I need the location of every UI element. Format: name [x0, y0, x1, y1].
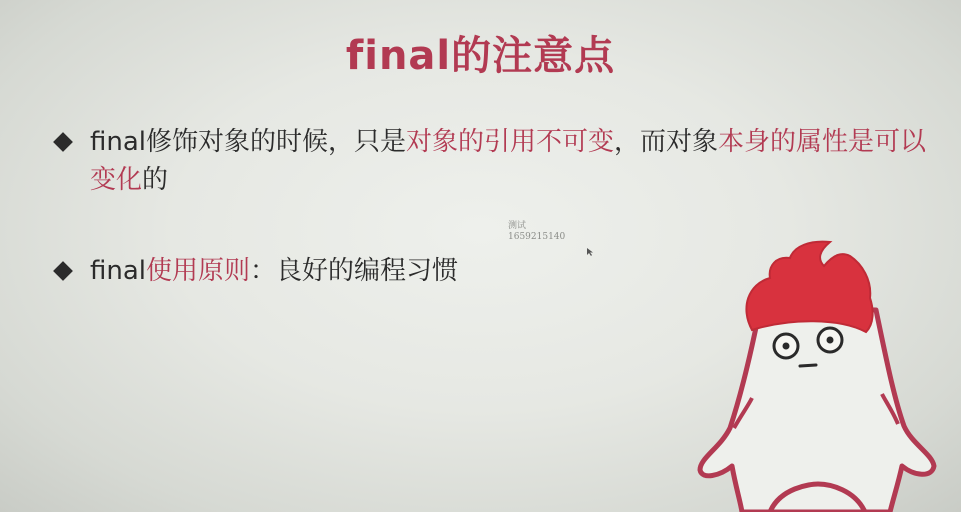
watermark-number: 1659215140 — [508, 232, 566, 242]
mascot-hair — [746, 242, 872, 332]
watermark-label: 测试 — [508, 221, 527, 231]
bullet-1-segment-4-highlight: 本身的属性是可以变化 — [90, 127, 927, 195]
bullet-2-segment-1: final — [90, 256, 147, 286]
bullet-text-2 — [90, 252, 752, 290]
watermark — [508, 221, 565, 243]
mascot-mouth — [800, 365, 816, 366]
bullet-item-1 — [52, 123, 932, 199]
bullet-2-segment-3: ：良好的编程习惯 — [250, 256, 459, 286]
bullet-1-segment-1: final修饰对象的时候，只是 — [90, 127, 407, 157]
bullet-diamond-icon — [53, 132, 73, 152]
mascot-illustration — [690, 238, 940, 512]
mouse-cursor-icon — [587, 248, 593, 256]
bullet-item-2 — [52, 252, 752, 290]
bullet-1-segment-5: 的 — [142, 165, 169, 195]
bullet-1-segment-2-highlight: 对象的引用不可变 — [406, 127, 615, 157]
bullet-1-segment-3: ，而对象 — [614, 127, 719, 157]
bullet-diamond-icon — [53, 261, 73, 281]
bullet-2-segment-2-highlight: 使用原则 — [146, 256, 251, 286]
bullet-text-1 — [90, 123, 932, 199]
slide-title: final的注意点 — [345, 33, 616, 79]
